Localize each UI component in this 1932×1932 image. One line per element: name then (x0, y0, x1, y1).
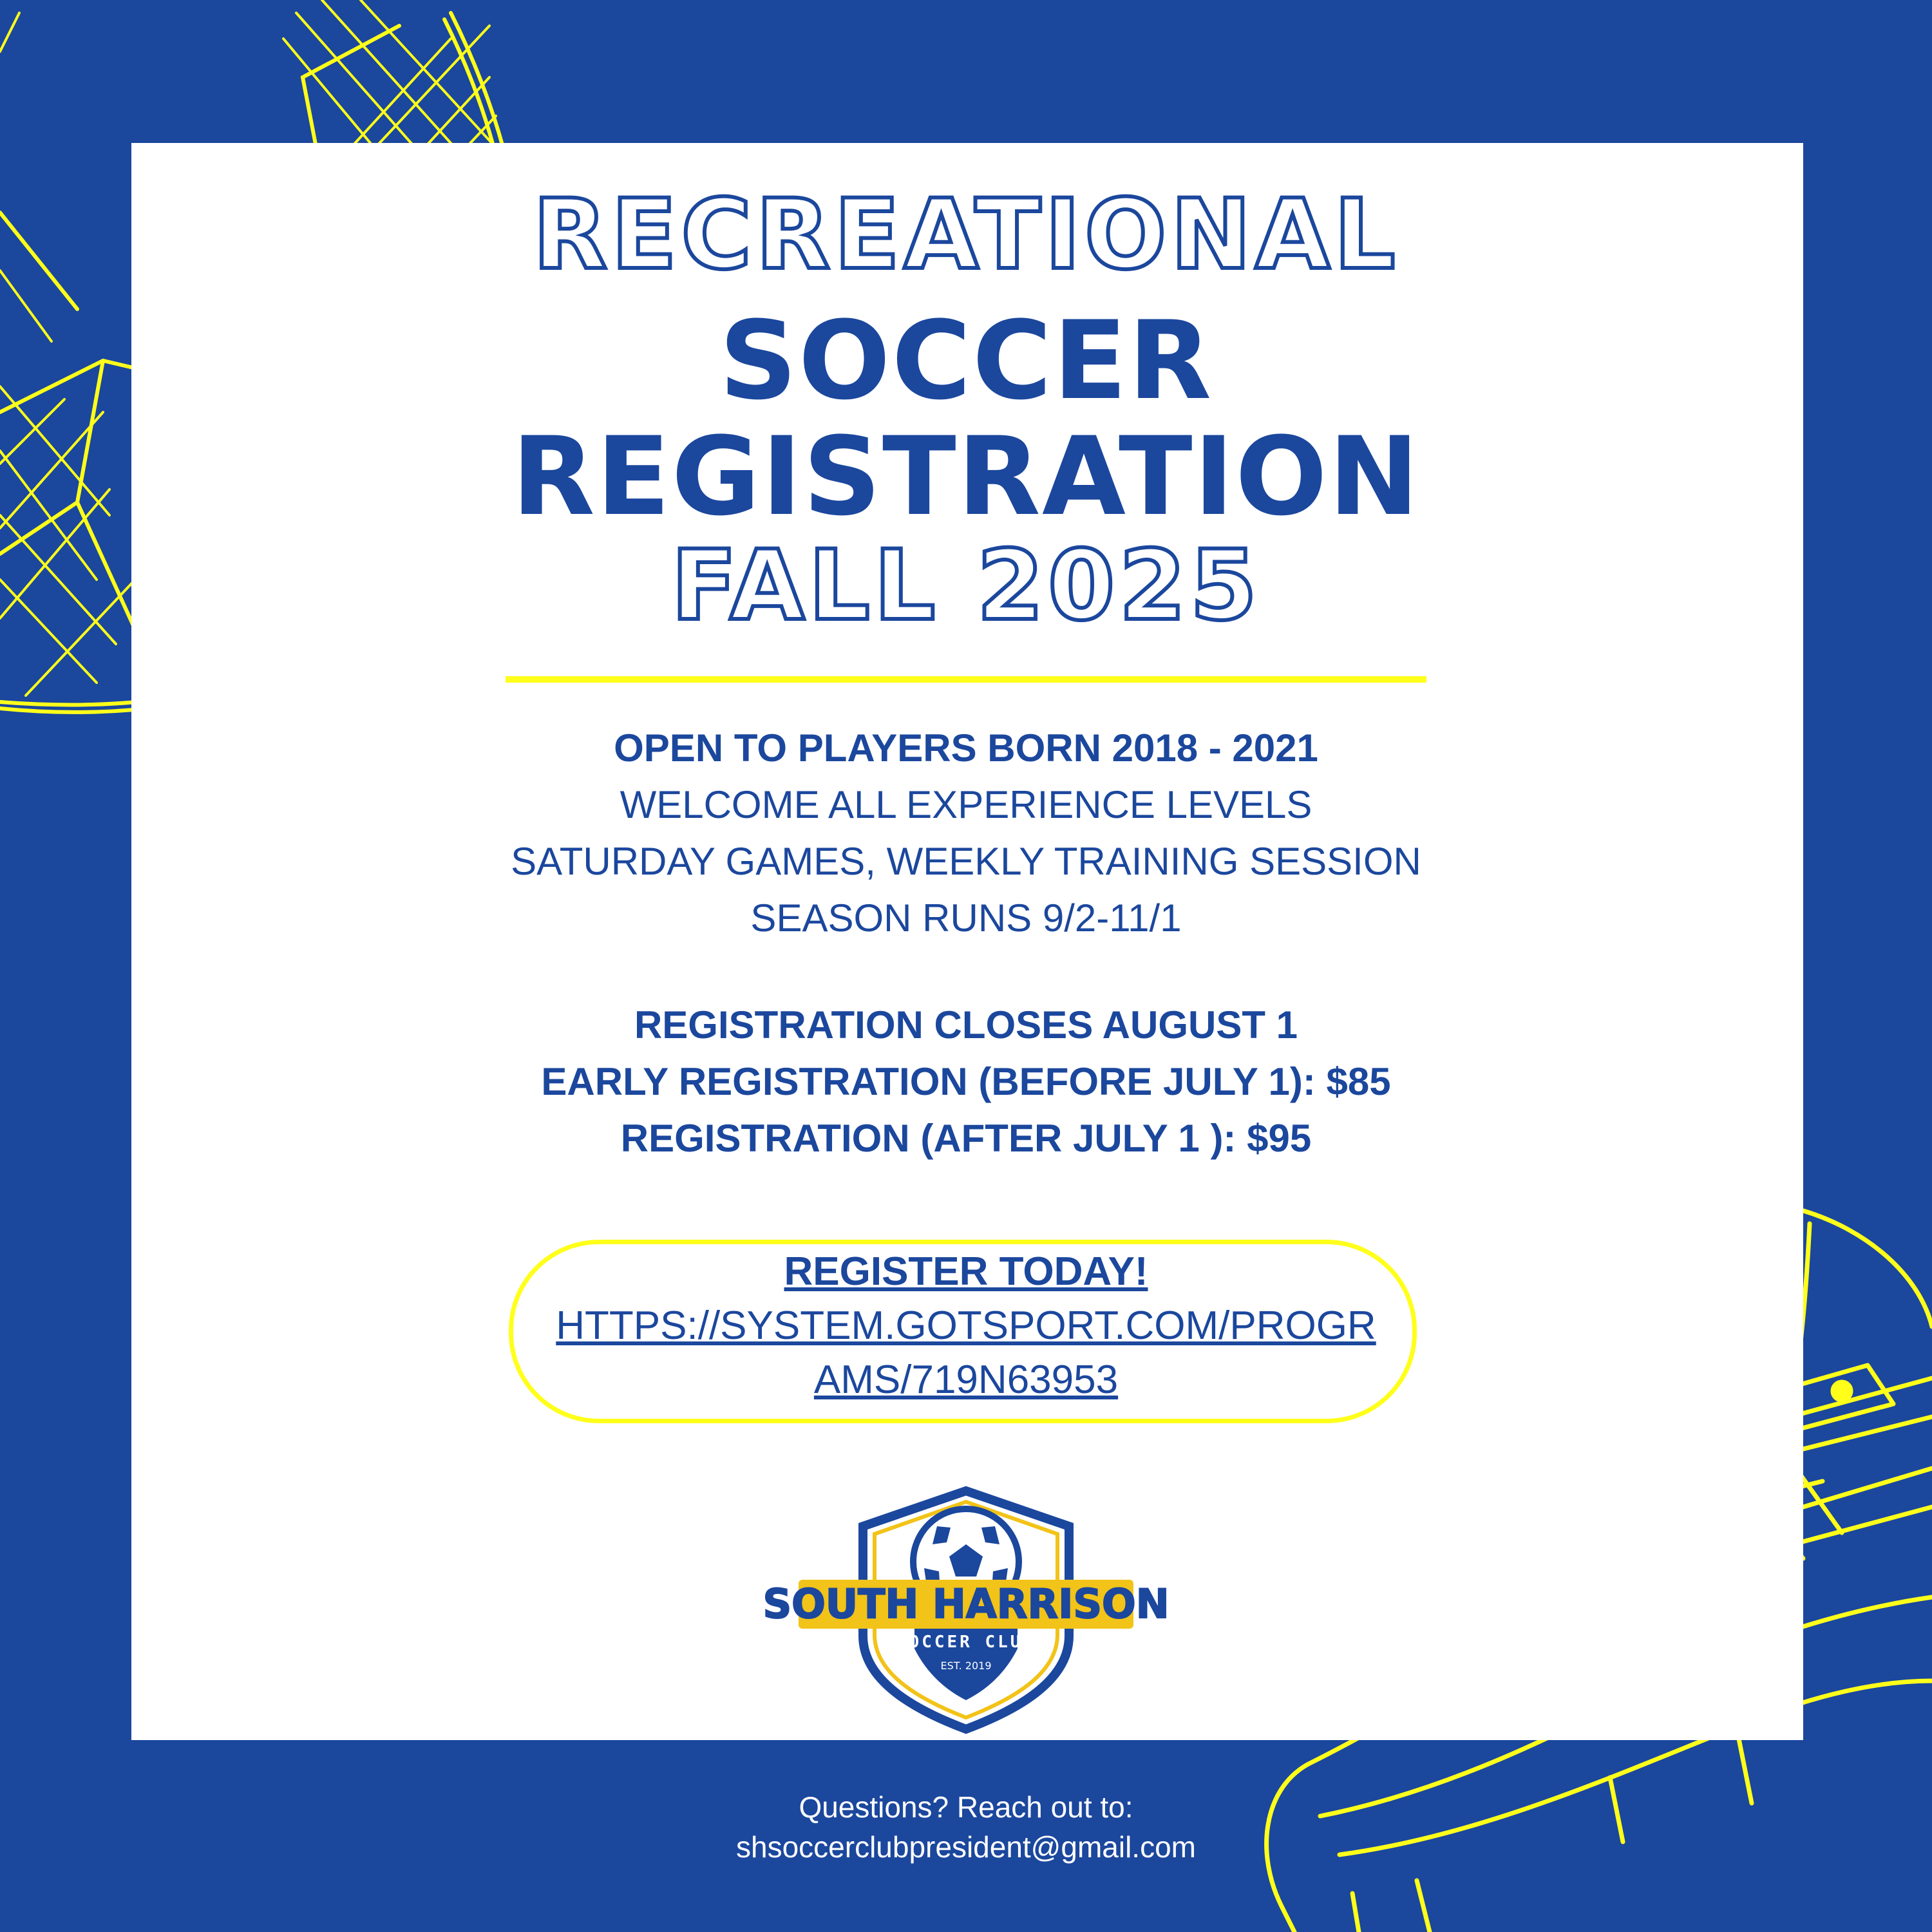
contact-email[interactable]: shsoccerclubpresident@gmail.com (736, 1830, 1196, 1864)
detail-schedule: SATURDAY GAMES, WEEKLY TRAINING SESSION (511, 840, 1421, 883)
registration-details (0, 997, 1932, 1167)
headline-recreational: RECREATIONAL (533, 179, 1399, 291)
detail-season-dates: SEASON RUNS 9/2-11/1 (750, 896, 1182, 940)
regular-registration-price: REGISTRATION (AFTER JULY 1 ): $95 (620, 1117, 1312, 1160)
club-crest-icon (762, 1488, 1170, 1732)
register-today-link[interactable]: REGISTER TODAY! (784, 1249, 1148, 1294)
club-name: SOUTH HARRISON (762, 1580, 1170, 1627)
headline-soccer: SOCCER (719, 298, 1213, 424)
early-registration-price: EARLY REGISTRATION (BEFORE JULY 1): $85 (541, 1060, 1391, 1103)
registration-deadline: REGISTRATION CLOSES AUGUST 1 (634, 1003, 1298, 1046)
registration-url-link[interactable]: HTTPS://SYSTEM.GOTSPORT.COM/PROGRAMS/719N63953 (556, 1303, 1376, 1402)
contact-footer (0, 1787, 1932, 1867)
divider-line (506, 676, 1426, 683)
register-cta-text (0, 1240, 1932, 1407)
contact-prompt: Questions? Reach out to: (799, 1790, 1133, 1824)
club-established: EST. 2019 (940, 1660, 992, 1672)
detail-experience: WELCOME ALL EXPERIENCE LEVELS (620, 783, 1312, 826)
detail-eligibility: OPEN TO PLAYERS BORN 2018 - 2021 (614, 726, 1318, 770)
club-subtitle: SOCCER CLUB (896, 1633, 1036, 1652)
headline-season: FALL 2025 (670, 530, 1262, 642)
headline-registration: REGISTRATION (511, 413, 1421, 540)
program-details (0, 720, 1932, 947)
